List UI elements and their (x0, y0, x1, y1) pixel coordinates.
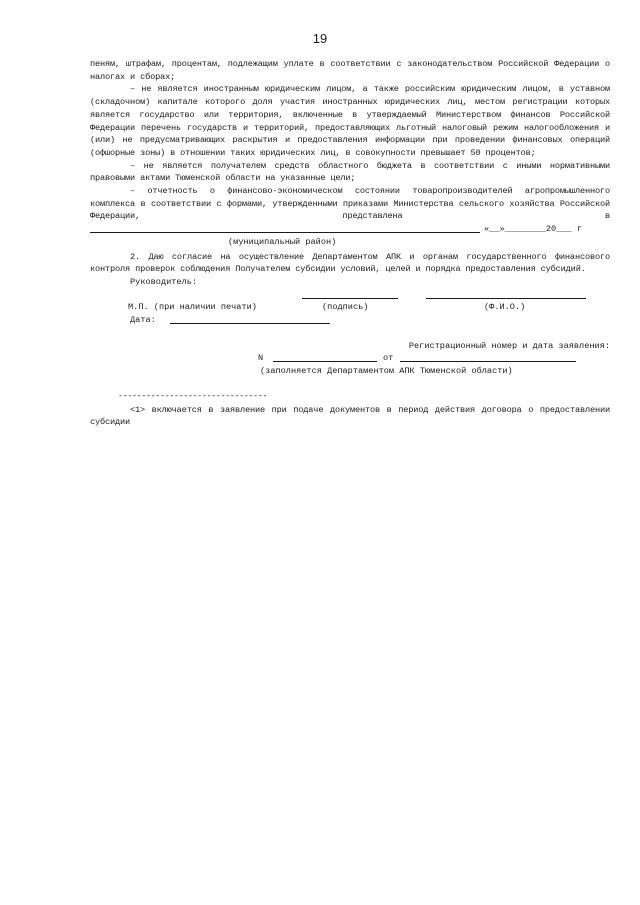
municipal-district-blank (90, 223, 480, 238)
paragraph-budget-recipient: – не является получателем средств областного бюджета в соответствии с иными нормативными правовыми актами Тюменской области на указанные цели; (90, 160, 610, 184)
date-underline (170, 314, 330, 324)
page-number: 19 (312, 31, 328, 46)
registration-date-underline (400, 352, 576, 362)
signature-captions-row (90, 301, 610, 314)
municipal-district-underline (90, 223, 480, 233)
footnote-separator: -------------------------------- (118, 390, 268, 401)
stamp-label: М.П. (при наличии печати) (128, 302, 257, 313)
date-label: Дата: (130, 315, 156, 326)
registration-title: Регистрационный номер и дата заявления: (408, 340, 610, 351)
name-underline (426, 289, 586, 299)
registration-n-label: N (258, 353, 264, 364)
reporting-line-row (90, 223, 610, 236)
paragraph-foreign-entity: – не является иностранным юридическим лицом, а также российским юридическим лицом, в уставном (складочном) капитале которого доля участия иностранных юридических лиц, местом регистрации которых является государство или территория, включенные в утверждаемый Министерством финансов Российской Федерации перечень государств и территорий, предоставляющих льготный налоговый режим налогообложения и (или) не предусматривающих раскрытия и предоставления информации при проведении финансовых операций (офшорные зоны) в отношении таких юридических лиц, в совокупности превышает 50 процентов; (90, 84, 610, 158)
signature-caption: (подпись) (322, 302, 369, 313)
head-label: Руководитель: (130, 276, 198, 287)
registration-number-underline (273, 352, 377, 362)
registration-note: (заполняется Департаментом АПК Тюменской области) (260, 366, 513, 377)
registration-number-row (90, 352, 610, 365)
footnote-text: <1> включается в заявление при подаче документов в период действия договора о предоставлении субсидии (90, 404, 610, 428)
date-row (90, 314, 610, 327)
document-body (90, 58, 610, 429)
registration-from-label: от (383, 353, 394, 364)
municipal-district-caption: (муниципальный район) (228, 236, 337, 247)
signature-underline (302, 289, 398, 299)
paragraph-debts: пеням, штрафам, процентам, подлежащим уплате в соответствии с законодательством Российской Федерации о налогах и сборах; (90, 59, 610, 82)
signature-lines-row (90, 289, 610, 302)
registration-block (90, 340, 610, 378)
reporting-date: «__»________20___ г (484, 224, 582, 235)
name-caption: (Ф.И.О.) (484, 302, 526, 313)
paragraph-consent: 2. Даю согласие на осуществление Департаментом АПК и органам государственного финансового контроля проверок соблюдения Получателем субсидии условий, целей и порядка предоставления субсидий. (90, 251, 610, 275)
paragraph-reporting: – отчетность о финансово-экономическом состоянии товаропроизводителей агропромышленного комплекса в соответствии с формами, утвержденными приказами Министерства сельского хозяйства Российской Федерации, представлена в (90, 186, 610, 222)
